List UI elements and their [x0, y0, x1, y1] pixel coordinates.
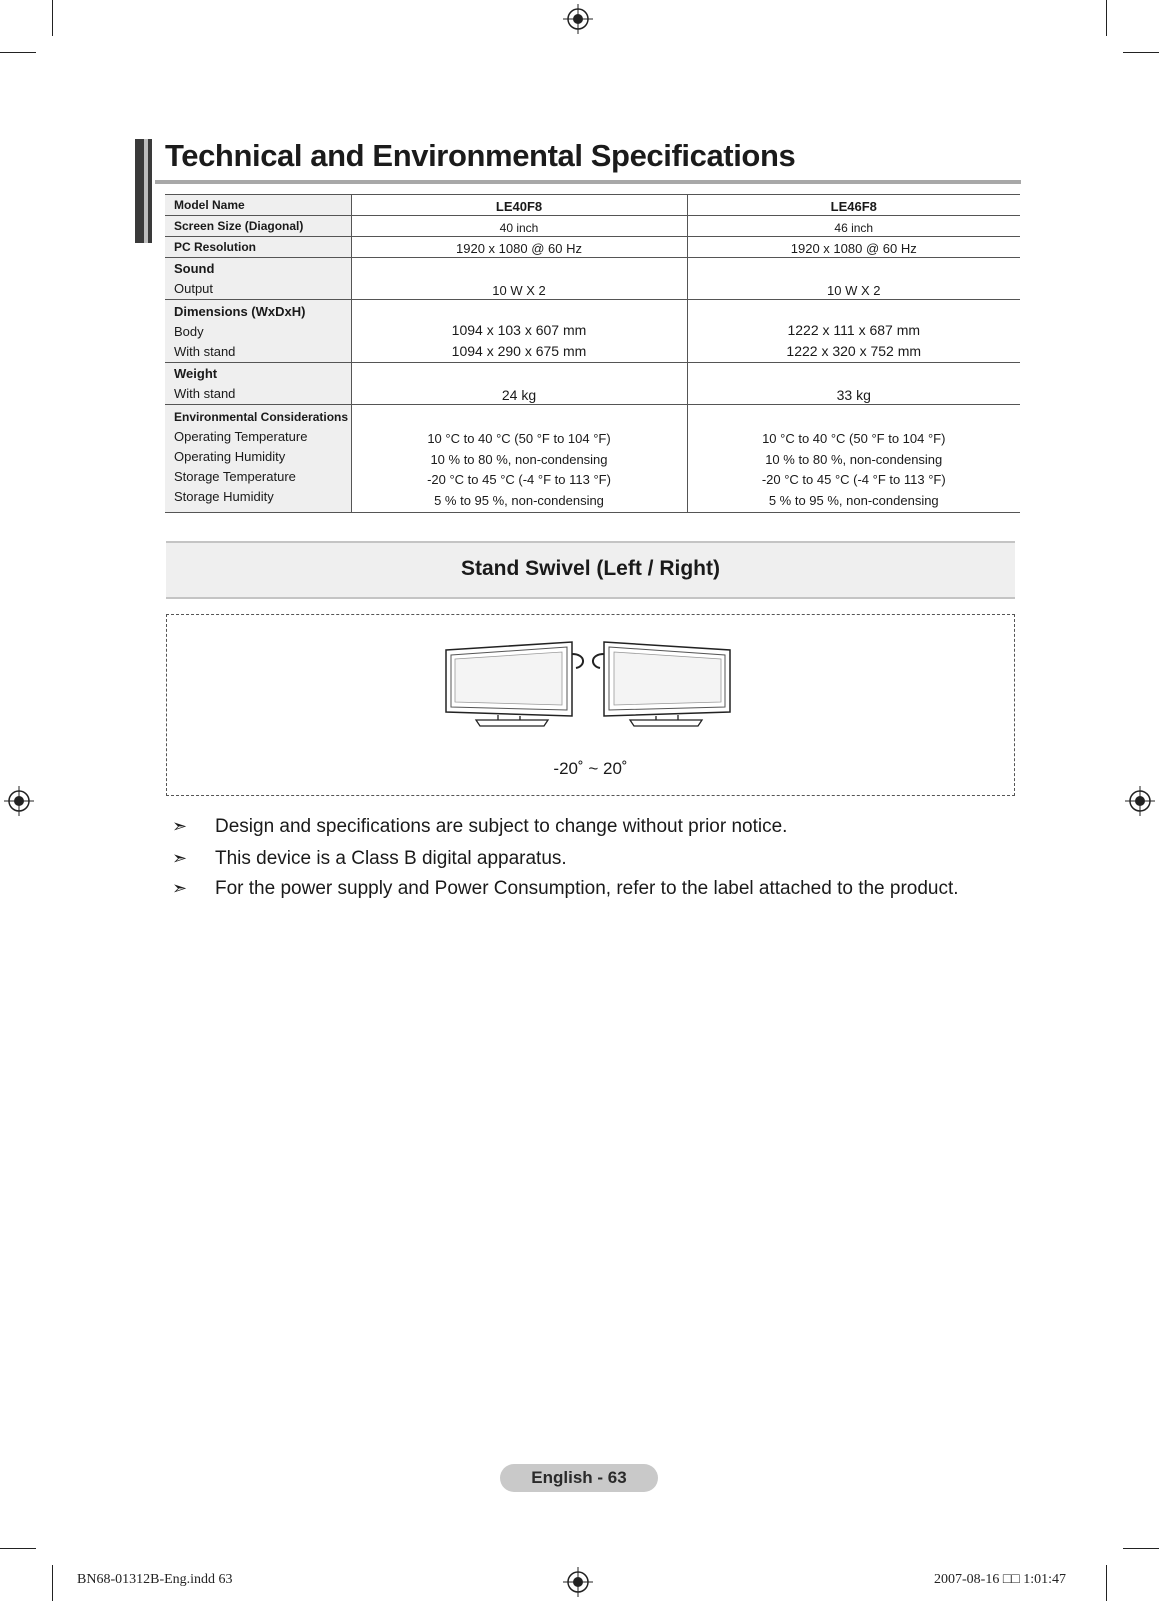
note-item — [172, 816, 787, 838]
swivel-angle: -20˚ ~ 20˚ — [553, 759, 628, 778]
table-cell: 1222 x 320 x 752 mm — [786, 342, 922, 359]
table-cell: 46 inch — [687, 216, 1020, 237]
table-cell: 5 % to 95 %, non-condensing — [768, 492, 939, 508]
crop-mark — [1106, 1565, 1107, 1601]
row-sublabel: Storage Temperature — [174, 469, 296, 484]
table-cell: 24 kg — [351, 363, 687, 405]
table-row — [165, 237, 1020, 258]
table-cell: 10 % to 80 %, non-condensing — [430, 451, 608, 467]
crop-mark — [52, 1565, 53, 1601]
swivel-title: Stand Swivel (Left / Right) — [460, 557, 720, 580]
row-sublabel: Output — [174, 281, 214, 296]
table-cell: 40 inch — [351, 216, 687, 237]
title-accent-stripe — [144, 139, 148, 243]
table-cell: 1094 x 290 x 675 mm — [451, 342, 587, 359]
row-sublabel: Storage Humidity — [174, 489, 274, 504]
table-cell: 1222 x 111 x 687 mm — [787, 322, 921, 338]
row-label: Environmental Considerations — [174, 410, 349, 424]
row-sublabel: Operating Temperature — [174, 429, 308, 444]
note-text: Design and specifications are subject to change without prior notice. — [215, 816, 788, 837]
note-item — [172, 848, 567, 870]
table-row — [165, 258, 1020, 300]
model-name-col1: LE40F8 — [495, 199, 543, 214]
registration-mark-icon — [563, 4, 593, 34]
row-sublabel: With stand — [174, 386, 236, 401]
row-sublabel: Operating Humidity — [174, 449, 286, 464]
crop-mark — [0, 52, 36, 53]
crop-mark — [52, 0, 53, 36]
table-cell: 10 °C to 40 °C (50 °F to 104 °F) — [427, 431, 611, 446]
page-number: English - 63 — [500, 1464, 658, 1492]
table-row — [165, 216, 1020, 237]
table-cell: 33 kg — [687, 363, 1020, 405]
tv-swivel-illustration — [440, 636, 736, 728]
spec-table — [165, 194, 1020, 513]
registration-mark-icon — [4, 786, 34, 816]
arrow-icon: ➣ — [172, 816, 188, 836]
table-cell: 1920 x 1080 @ 60 Hz — [351, 237, 687, 258]
note-item — [172, 878, 959, 900]
table-cell: 1920 x 1080 @ 60 Hz — [687, 237, 1020, 258]
model-name-col2: LE46F8 — [830, 199, 877, 214]
table-cell: 1094 x 103 x 607 mm — [451, 322, 587, 338]
table-cell: 5 % to 95 %, non-condensing — [434, 492, 604, 508]
crop-mark — [1123, 1548, 1159, 1549]
table-row — [165, 300, 1020, 363]
row-sublabel: With stand — [174, 344, 236, 359]
table-cell: 10 °C to 40 °C (50 °F to 104 °F) — [762, 431, 946, 446]
row-label: Screen Size (Diagonal) — [174, 219, 304, 233]
crop-mark — [0, 1548, 36, 1549]
row-label: Model Name — [174, 198, 245, 212]
crop-mark — [1106, 0, 1107, 36]
table-cell: 10 W X 2 — [687, 258, 1020, 300]
registration-mark-icon — [1125, 786, 1155, 816]
table-cell: 10 W X 2 — [351, 258, 687, 300]
crop-mark — [1123, 52, 1159, 53]
registration-mark-icon — [563, 1567, 593, 1597]
footer-date: 2007-08-16 □□ 1:01:47 — [934, 1572, 1067, 1587]
table-cell: -20 °C to 45 °C (-4 °F to 113 °F) — [761, 472, 946, 487]
table-row — [165, 405, 1020, 513]
row-label: Weight — [174, 366, 218, 381]
footer-file: BN68-01312B-Eng.indd 63 — [77, 1572, 233, 1587]
title-rule — [155, 180, 1021, 184]
note-text: This device is a Class B digital apparatus. — [215, 848, 567, 869]
arrow-icon: ➣ — [172, 848, 188, 868]
table-row — [165, 195, 1020, 216]
table-cell: 10 % to 80 %, non-condensing — [765, 451, 943, 467]
arrow-icon: ➣ — [172, 878, 188, 898]
page-title: Technical and Environmental Specifications — [165, 138, 796, 173]
row-label: Sound — [174, 261, 215, 276]
note-text: For the power supply and Power Consumption, refer to the label attached to the product. — [215, 878, 959, 899]
table-cell: -20 °C to 45 °C (-4 °F to 113 °F) — [427, 472, 611, 487]
row-label: PC Resolution — [174, 240, 257, 254]
row-sublabel: Body — [174, 324, 204, 339]
row-label: Dimensions (WxDxH) — [174, 304, 306, 319]
table-row — [165, 363, 1020, 405]
